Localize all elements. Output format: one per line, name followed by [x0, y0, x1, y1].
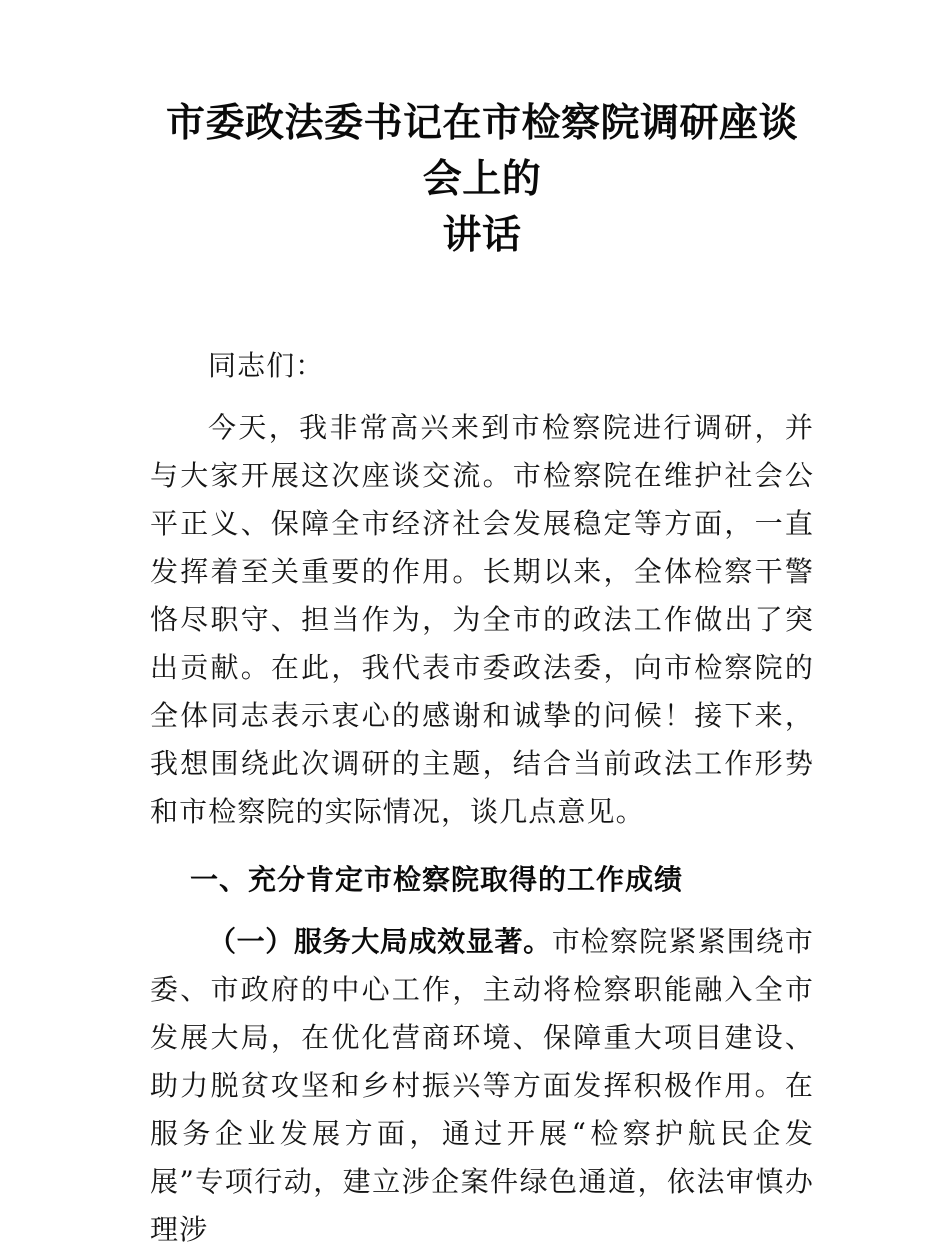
document-title-line-2: 讲话 [442, 214, 522, 257]
subsection-paragraph-1 [150, 918, 814, 1254]
salutation: 同志们： [208, 349, 325, 382]
spacer-before-section-heading [150, 836, 814, 856]
spacer-after-salutation [150, 390, 814, 404]
document-content [150, 96, 814, 1254]
document-title [150, 96, 814, 264]
subsection-1-label: （一）服务大局成效显著。 [208, 926, 552, 957]
opening-paragraph: 今天，我非常高兴来到市检察院进行调研，并与大家开展这次座谈交流。市检察院在维护社会公平正义、保障全市经济社会发展稳定等方面，一直发挥着至关重要的作用。长期以来，全体检察干警恪尽职守、担当作为，为全市的政法工作做出了突出贡献。在此，我代表市委政法委，向市检察院的全体同志表示衷心的感谢和诚挚的问候！接下来，我想围绕此次调研的主题，结合当前政法工作形势和市检察院的实际情况，谈几点意见。 [150, 411, 814, 828]
document-title-line-1: 市委政法委书记在市检察院调研座谈会上的 [165, 102, 798, 201]
section-heading-1: 一、充分肯定市检察院取得的工作成绩 [190, 864, 684, 895]
subsection-1-body: 市检察院紧紧围绕市委、市政府的中心工作，主动将检察职能融入全市发展大局，在优化营商环境、保障重大项目建设、助力脱贫攻坚和乡村振兴等方面发挥积极作用。在服务企业发展方面，通过开展“检察护航民企发展”专项行动，建立涉企案件绿色通道，依法审慎办理涉 [150, 925, 815, 1246]
spacer-after-section-heading [150, 904, 814, 918]
spacer-after-title [150, 264, 814, 342]
